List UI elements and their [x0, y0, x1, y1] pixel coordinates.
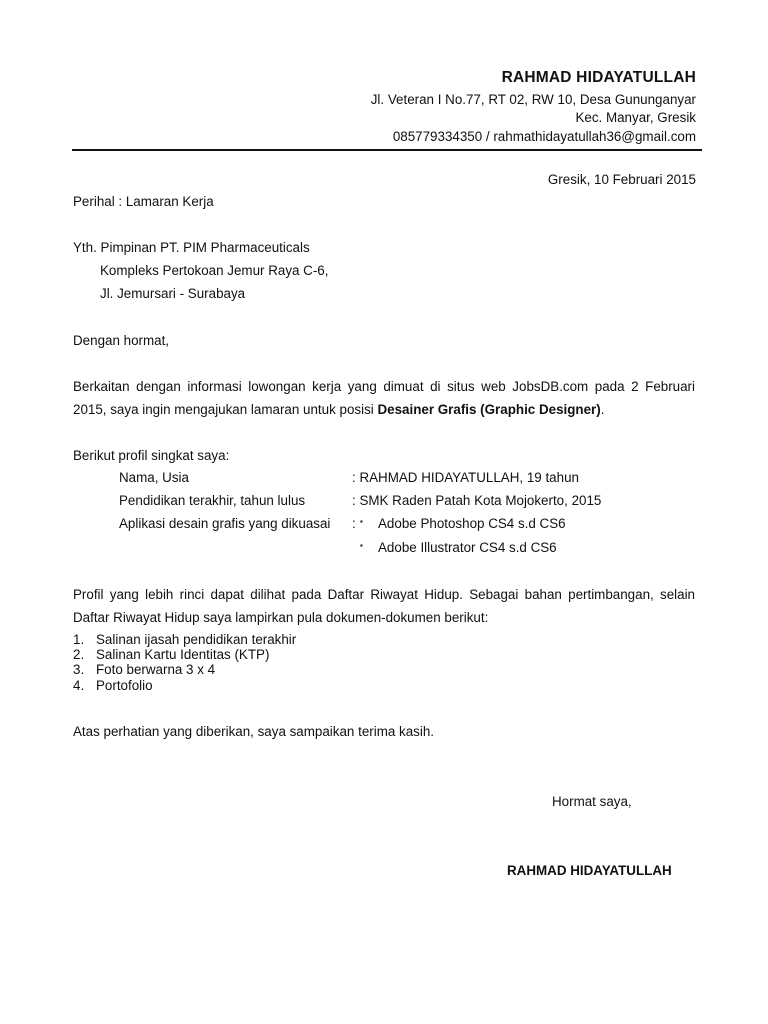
profile-label: Nama, Usia: [119, 470, 189, 485]
closing-paragraph: Profil yang lebih rinci dapat dilihat pada Daftar Riwayat Hidup. Sebagai bahan pertimbangan, selain Daftar Riwayat Hidup saya lampirkan pula dokumen-dokumen berikut:: [73, 587, 695, 625]
list-item: 3. Foto berwarna 3 x 4: [73, 662, 216, 678]
list-item: 1. Salinan ijasah pendidikan terakhir: [73, 632, 297, 647]
recipient-line3: Jl. Jemursari - Surabaya: [100, 286, 246, 301]
job-position: Desainer Grafis (Graphic Designer): [377, 402, 601, 417]
attachment-list: [73, 632, 296, 693]
profile-value: :: [352, 516, 356, 531]
square-bullet-icon: ▪: [360, 517, 363, 526]
profile-label: Pendidikan terakhir, tahun lulus: [119, 493, 306, 508]
list-item: 2. Salinan Kartu Identitas (KTP): [73, 647, 270, 663]
signature-name: RAHMAD HIDAYATULLAH: [507, 863, 672, 878]
greeting: Dengan hormat,: [73, 333, 170, 348]
signoff: Hormat saya,: [552, 794, 632, 809]
profile-value: : RAHMAD HIDAYATULLAH, 19 tahun: [352, 470, 579, 485]
profile-value: : SMK Raden Patah Kota Mojokerto, 2015: [352, 493, 602, 508]
recipient-line2: Kompleks Pertokoan Jemur Raya C-6,: [100, 263, 329, 278]
software-item: [360, 516, 566, 531]
intro-end: .: [600, 402, 605, 417]
header-divider: [72, 149, 702, 151]
list-item: 4. Portofolio: [73, 677, 153, 693]
thanks-line: Atas perhatian yang diberikan, saya sampaikan terima kasih.: [73, 724, 434, 739]
software-label: Adobe Illustrator CS4 s.d CS6: [378, 540, 557, 555]
sender-name: RAHMAD HIDAYATULLAH: [501, 69, 696, 86]
software-label: Adobe Photoshop CS4 s.d CS6: [378, 516, 566, 531]
letter-date: Gresik, 10 Februari 2015: [547, 172, 696, 187]
sender-address-line1: Jl. Veteran I No.77, RT 02, RW 10, Desa Gununganyar: [370, 92, 696, 107]
intro-paragraph: [73, 375, 695, 421]
letter-subject: Perihal : Lamaran Kerja: [73, 194, 214, 209]
profile-heading: Berikut profil singkat saya:: [73, 448, 230, 463]
intro-text: Berkaitan dengan informasi lowongan kerja yang dimuat di situs web JobsDB.com pada 2 Februari 2015, saya ingin mengajukan lamaran untuk posisi: [73, 379, 695, 417]
software-item: [360, 540, 557, 555]
recipient-line1: Yth. Pimpinan PT. PIM Pharmaceuticals: [73, 240, 310, 255]
sender-contact: 085779334350 / rahmathidayatullah36@gmail.com: [392, 129, 696, 144]
square-bullet-icon: ▪: [360, 541, 363, 550]
sender-address-line2: Kec. Manyar, Gresik: [575, 110, 696, 125]
profile-label: Aplikasi desain grafis yang dikuasai: [119, 516, 331, 531]
